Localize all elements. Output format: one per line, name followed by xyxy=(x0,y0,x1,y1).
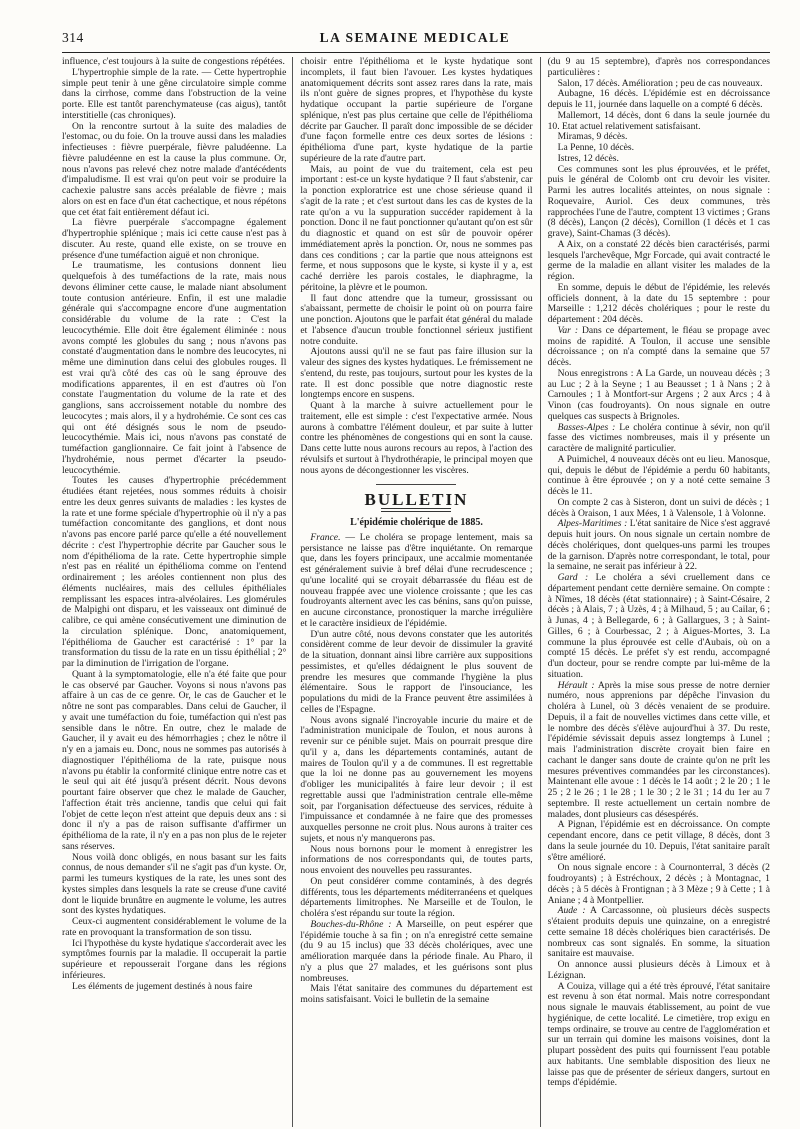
paragraph-text: — Le choléra se propage lentement, mais sa persistance ne laisse pas d'être inquiétante. On remarque que, dans les foyers principaux, une accalmie momentanée est généralement suivie à bref délai d'une recrudescence ; qu'une localité qui se croyait débarrassée du fléau est de nouveau frappée avec une violence croissante ; que les cas foudroyants alternent avec les cas bénins, sans qu'on puisse, en aucune circonstance, pronostiquer la marche irrégulière et le caractère insidieux de l'épidémie. xyxy=(300,531,533,629)
paragraph-text: Les éléments de jugement destinés à nous faire xyxy=(72,980,253,992)
paragraph xyxy=(62,917,286,939)
paragraph-text: choisir entre l'épithélioma et le kyste hydatique sont incomplets, il faut bien l'avouer. Les kystes hydatiques anatomiquement décrits sont assez rares dans la rate, mais ils n'ont guère de signes propres, et l'hypothèse du kyste hydatique occupant la partie supérieure de l'organe splénique, n'est pas plus certaine que celle de l'épithélioma décrite par Gaucher. Il paraît donc impossible de se décider d'une façon formelle entre ces deux sortes de lésions : épithélioma d'une part, kyste hydatique de la partie supérieure de la rate d'autre part. xyxy=(300,57,533,164)
paragraph-text: Ces communes sont les plus éprouvées, et le préfet, puis le général de Colomb ont cru devoir les visiter. Parmi les autres localités atteintes, on nous signale : Roquevaire, Auriol. Ces deux communes, très rapprochées l'une de l'autre, comptent 13 victimes ; Grans (8 décès), Lançon (2 décès), Cornillon (1 décès et 1 cas grave), Saint-Chamas (3 décès). xyxy=(547,163,770,239)
paragraph-text: Nous avons signalé l'incroyable incurie du maire et de l'administration municipale de Toulon, et nous aurons à revenir sur ce pénible sujet. Mais on pourrait presque dire qu'il y a, dans les départements contaminés, autant de maires de Toulon qu'il y a de communes. Il est regrettable que la loi ne donne pas au gouvernement les moyens d'obliger les municipalités à faire leur devoir ; il est regrettable aussi que l'administration centrale elle-même soit, par l'organisation défectueuse des services, réduite à l'impuissance et condamnée à ne faire que des promesses auxquelles personne ne croit plus. Nous aurons à traiter ces sujets, et nous n'y manquerons pas. xyxy=(300,714,533,844)
paragraph xyxy=(62,122,286,219)
article-separator xyxy=(376,484,456,485)
paragraph-text: A Marseille, on peut espérer que l'épidémie touche à sa fin ; on n'a enregistré cette semaine (du 9 au 15 inclus) que 33 décès cholériques, avec une amélioration marquée dans la période finale. Au Pharo, il n'y a plus que 27 malades, et les guérisons sont plus nombreuses. xyxy=(300,918,533,984)
paragraph-text: Quant à la symptomatologie, elle n'a été faite que pour le cas observé par Gaucher. Voyons si nous n'avons pas affaire à un cas de ce genre. Or, le cas de Gaucher et le nôtre ne sont pas comparables. Dans celui de Gaucher, il y avait une tuméfaction du foie, tuméfaction qui n'est pas sensible dans le nôtre. En outre, chez le malade de Gaucher, il y avait eu des hémorrhagies ; chez le nôtre il n'y en a jamais eu. Donc, nous ne sommes pas autorisés à diagnostiquer l'épithélioma de la rate, puisque nous n'avons pu établir la conformité clinique entre notre cas et le seul qui ait été jusqu'à présent décrit. Nous devons pourtant faire observer que chez le malade de Gaucher, l'affection était très ancienne, tandis que celui qui fait l'objet de cette leçon n'est atteint que depuis deux ans : si donc il n'y a pas de raison suffisante d'affirmer un épithélioma de la rate, il n'y en a pas non plus de le rejeter sans réserves. xyxy=(62,668,287,852)
paragraph-text: Nous enregistrons : A La Garde, un nouveau décès ; 3 au Luc ; 2 à la Seyne ; 1 au Beausset ; 1 à Nans ; 2 à Carnoules ; 1 à Montfort-sur Argens ; 2 aux Arcs ; 4 à Vinon (cas foudroyants). On nous signale en outre quelques cas suspects à Brignoles. xyxy=(547,367,770,422)
paragraph xyxy=(300,165,532,294)
paragraph-lead: Var : xyxy=(557,324,579,336)
paragraph xyxy=(300,920,532,985)
journal-title: LA SEMAINE MEDICALE xyxy=(319,30,511,45)
paragraph xyxy=(548,57,770,79)
paragraph-text: Miramas, 9 décès. xyxy=(557,131,628,143)
paragraph-text: (du 9 au 15 septembre), d'après nos correspondances particulières : xyxy=(547,57,770,78)
paragraph xyxy=(62,476,286,670)
paragraph xyxy=(548,89,770,111)
column-left xyxy=(62,57,292,1127)
paragraph xyxy=(548,960,770,982)
article-continuation xyxy=(300,57,532,476)
paragraph-text: A Pignan, l'épidémie est en décroissance. On compte cependant encore, dans ce petit village, 8 décès, dont 3 dans la seule journée du 10. Depuis, l'état sanitaire paraît s'être amélioré. xyxy=(547,819,770,863)
paragraph xyxy=(300,716,532,845)
paragraph-lead: Gard : xyxy=(557,572,589,583)
paragraph xyxy=(548,681,770,821)
paragraph xyxy=(548,423,770,455)
paragraph xyxy=(62,982,286,993)
paragraph xyxy=(300,845,532,877)
paragraph-text: Le traumatisme, les contusions donnent lieu quelquefois à des tuméfactions de la rate, mais nous devons éliminer cette cause, le malade niant absolument toute contusion antérieure. Enfin, il est une maladie générale qui s'accompagne encore d'une augmentation considérable du volume de la rate : C'est la leucocythémie. Elle doit être également éliminée : nous avons compté les globules du sang ; nous n'avons pas constaté d'augmentation dans le nombre des leucocytes, ni même une diminution dans celui des globules rouges. Il est vrai qu'à côté des cas où le sang éprouve des modifications apparentes, il en est d'autres où l'on constate l'augmentation du volume de la rate et des ganglions, sans accroissement notable du nombre des leucocytes ; mais alors, il y a hydrohémie. Ce sont ces cas qui ont été désignés sous le nom de pseudo-leucocythémie. Mais ici, nous n'avons pas constaté de tuméfaction ganglionnaire. Ce fait joint à l'absence de l'hydrohémie, nous permet d'écarter la pseudo-leucocythémie. xyxy=(62,260,287,476)
paragraph xyxy=(62,218,286,261)
bulletin-subtitle: L'épidémie cholérique de 1885. xyxy=(350,517,483,528)
paragraph xyxy=(300,347,532,401)
paragraph xyxy=(548,455,770,498)
paragraph-text: Aubagne, 16 décès. L'épidémie est en décroissance depuis le 11, journée dans laquelle on a compté 6 décès. xyxy=(547,88,770,110)
paragraph-text: Ceux-ci augmentent considérablement le volume de la rate en provoquant la transformation de son tissu. xyxy=(62,916,287,938)
paragraph-text: A Carcassonne, où plusieurs décès suspects s'étaient produits depuis une quinzaine, on a enregistré cette semaine 18 décès cholériques bien caractérisés. De nombreux cas sont signalés. En somme, la situation sanitaire est mauvaise. xyxy=(547,905,770,960)
paragraph xyxy=(548,863,770,906)
paragraph xyxy=(548,498,770,520)
paragraph-text: L'état sanitaire de Nice s'est aggravé depuis huit jours. On nous signale un certain nombre de décès cholériques, dont quelques-uns parmi les troupes de la garnison. D'après notre correspondant, le total, pour la semaine, ne serait pas inférieur à 22. xyxy=(547,518,770,573)
paragraph-text: A Puimichel, 4 nouveaux décès ont eu lieu. Manosque, qui, depuis le début de l'épidémie a perdu 60 habitants, continue à être éprouvée ; on y a noté cette semaine 3 décès le 11. xyxy=(547,453,770,497)
paragraph-text: La Penne, 10 décès. xyxy=(557,142,635,153)
paragraph xyxy=(300,401,532,476)
paragraph xyxy=(62,853,286,918)
paragraph xyxy=(548,906,770,960)
paragraph-text: Mallemort, 14 décès, dont 6 dans la seule journée du 10. Etat actuel relativement satisfaisant. xyxy=(547,109,770,132)
paragraph-text: Nous voilà donc obligés, en nous basant sur les faits connus, de nous demander s'il ne s'agit pas d'un kyste. Or, parmi les tumeurs kystiques de la rate, les unes sont des kystes simples dans lesquels la rate se creuse d'une cavité dont le liquide brunâtre en augmente le volume, les autres sont des kystes hydatiques. xyxy=(62,851,287,917)
paragraph-text: Ici l'hypothèse du kyste hydatique s'accorderait avec les symptômes fournis par la maladie. Il occuperait la partie supérieure et repousserait l'organe dans les régions inférieures. xyxy=(62,937,287,981)
paragraph xyxy=(62,261,286,476)
paragraph xyxy=(300,57,532,165)
paragraph-text: Toutes les causes d'hypertrophie précédemment étudiées étant rejetées, nous sommes réduits à choisir entre les deux genres suivants de maladies : les kystes de la rate et une forme spéciale d'hypertrophie où il n'y a pas tuméfaction concomitante des ganglions, et dont nous n'avons pas encore parlé parce qu'elle a été nouvellement décrite : c'est l'hypertrophie décrite par Gaucher sous le nom d'épithélioma de la rate. Cette hypertrophie simple n'est pas en réalité un épithélioma comme on l'entend ordinairement ; les aréoles contiennent non plus des éléments nucléaires, mais des cellules épithéliales remplissant les espaces intra-alvéolaires. Les glomérules de Malpighi ont disparu, et les vaisseaux ont diminué de calibre, ce qui amène consécutivement une diminution de la circulation splénique. Donc, anatomiquement, l'épithélioma de Gaucher est caractérisé : 1° par la transformation du tissu de la rate en un tissu épithélial ; 2° par la diminution de l'irrigation de l'organe. xyxy=(62,475,287,669)
paragraph-text: On annonce aussi plusieurs décès à Limoux et à Lézignan. xyxy=(547,959,770,981)
paragraph-text: Mais, au point de vue du traitement, cela est peu important : est-ce un kyste hydatique ? Il faut s'abstenir, car la ponction exploratrice est une chose sérieuse quand il s'agit de la rate ; et c'est surtout dans les cas de kystes de la rate qu'on a vu la suppuration succéder rapidement à la ponction. Donc il ne faut ponctionner qu'autant qu'on est sûr du diagnostic et quand on est sûr de pouvoir opérer immédiatement après la ponction. Or, nous ne sommes pas dans ces conditions ; car la partie que nous atteignons est ferme, et nous supposons que le kyste, si kyste il y a, est caché derrière les parois costales, le diaphragme, la péritoine, la plèvre et le poumon. xyxy=(300,163,533,293)
paragraph-text: La fièvre puerpérale s'accompagne également d'hypertrophie splénique ; mais ici cette cause n'est pas à discuter. Au reste, quand elle existe, on se trouve en présence d'une tuméfaction aiguë et non chronique. xyxy=(62,217,287,261)
bulletin-body xyxy=(300,533,532,1006)
paragraph-text: Il faut donc attendre que la tumeur, grossissant ou s'abaissant, permette de choisir le point où on pourra faire une ponction. Ajoutons que le parfait état général du malade et l'absence d'aucun trouble fonctionnel sérieux justifient notre conduite. xyxy=(300,292,533,347)
paragraph xyxy=(548,820,770,863)
paragraph-lead: Basses-Alpes : xyxy=(557,421,616,433)
column-right xyxy=(541,57,770,1127)
paragraph-text: Après la mise sous presse de notre dernier numéro, nous apprenions par dépêche l'invasion du choléra à Lunel, où 3 décès venaient de se produire. Depuis, il a fait de nouvelles victimes dans cette ville, et le nombre des décès s'élève aujourd'hui à 37. Du reste, l'épidémie sévissait depuis assez longtemps à Lunel ; mais l'administration discrète croyait bien faire en cachant le danger sans doute de crainte qu'on ne prît les mesures préventives commandées par les circonstances). Maintenant elle avoue : 1 décès le 14 août ; 2 le 20 ; 1 le 25 ; 2 le 26 ; 1 le 28 ; 1 le 30 ; 2 le 31 ; 14 du 1er au 7 septembre. Il reste actuellement un certain nombre de malades, dont plusieurs cas désespérés. xyxy=(547,679,770,820)
paragraph-text: Istres, 12 décès. xyxy=(557,152,619,164)
page-number: 314 xyxy=(62,30,84,45)
paragraph-text: En somme, depuis le début de l'épidémie, les relevés officiels donnent, à la date du 15 septembre : pour Marseille : 1,212 décès cholériques ; pour le reste du département : 204 décès. xyxy=(547,281,770,325)
paragraph xyxy=(300,630,532,716)
paragraph-lead: Bouches-du-Rhône : xyxy=(310,918,392,930)
paragraph xyxy=(300,533,532,630)
paragraph xyxy=(62,670,286,853)
paragraph-text: Dans ce département, le fléau se propage avec moins de rapidité. A Toulon, il accuse une sensible décroissance ; on n'a compté dans la semaine que 57 décès. xyxy=(547,324,770,368)
paragraph-text: On la rencontre surtout à la suite des maladies de l'estomac, ou du foie. On la trouve aussi dans les maladies infectieuses : fièvre puerpérale, fièvre paludéenne. La fièvre paludéenne en est la cause la plus commune. Or, nous n'avons pas relevé chez notre malade d'antécédents d'impaludisme. Il est vrai qu'on peut voir se produire la cachexie palustre sans accès préalable de fièvre ; mais alors on est en face d'un état cachectique, et nous répétons que cet état fait entièrement défaut ici. xyxy=(62,120,287,218)
paragraph xyxy=(548,519,770,573)
paragraph xyxy=(548,573,770,681)
paragraph xyxy=(548,369,770,423)
paragraph-text: L'hypertrophie simple de la rate. — Cette hypertrophie simple peut tenir à une gêne circulatoire simple comme dans la cirrhose, comme dans l'obstruction de la veine porte. Elle est tantôt parenchymateuse (cas aigus), tantôt interstitielle (cas chroniques). xyxy=(62,66,287,121)
columns xyxy=(62,57,770,1127)
paragraph-text: A Couiza, village qui a été très éprouvé, l'état sanitaire est revenu à son état normal. Mais notre correspondant nous signale le mauvais établissement, au point de vue hygiénique, de cette localité. Le cimetière, trop exigu en temps ordinaire, se trouve au centre de l'agglomération et sur un terrain qui domine les maisons voisines, dont la plupart possèdent des puits qui fournissent l'eau potable aux habitants. Une semblable disposition des lieux ne laisse pas que de présenter de sérieux dangers, surtout en temps d'épidémie. xyxy=(547,980,770,1089)
paragraph xyxy=(548,982,770,1090)
bulletin-heading: BULLETIN xyxy=(364,490,469,510)
paragraph-text: Quant à la marche à suivre actuellement pour le traitement, elle est simple : c'est l'expectative armée. Nous aurons à combattre l'élément douleur, et par suite à lutter contre les phénomènes de congestions qui en sont la cause. Dans cette lutte nous aurons recours au repos, à l'action des révulsifs et surtout à l'hydrothérapie, le principal moyen que nous ayons de décongestionner les viscères. xyxy=(300,400,533,476)
paragraph-text: Mais l'état sanitaire des communes du département est moins satisfaisant. Voici le bulletin de la semaine xyxy=(300,983,533,1005)
paragraph xyxy=(62,68,286,122)
paragraph-text: Le choléra continue à sévir, non qu'il fasse des victimes nombreuses, mais il y présente un caractère de malignité particulier. xyxy=(547,421,770,454)
paragraph-text: D'un autre côté, nous devons constater que les autorités considèrent comme de leur devoir de dissimuler la gravité de la situation, donnant ainsi libre carrière aux suppositions pessimistes, et qu'elles dédaignent le plus souvent de prendre les mesures que commande l'hygiène la plus élémentaire. Sous le rapport de l'insouciance, les populations du midi de la France peuvent être assimilées à celles de l'Espagne. xyxy=(300,628,533,715)
header-rule xyxy=(62,52,770,53)
paragraph-text: Ajoutons aussi qu'il ne se faut pas faire illusion sur la valeur des signes des kystes hydatiques. Le frémissement ne s'entend, du reste, pas toujours, surtout pour les kystes de la rate. Il est donc possible que notre diagnostic reste longtemps encore en suspens. xyxy=(300,346,533,401)
paragraph-text: A Aix, on a constaté 22 décès bien caractérisés, parmi lesquels l'archevêque, Mgr Forcade, qui avait contracté le germe de la maladie en allant visiter les malades de la région. xyxy=(547,238,770,282)
paragraph xyxy=(300,294,532,348)
paragraph xyxy=(548,165,770,240)
paragraph xyxy=(548,326,770,369)
paragraph xyxy=(548,283,770,326)
paragraph-text: On nous signale encore : à Cournonterral, 3 décès (2 foudroyants) ; à Estréchoux, 2 décès ; à Montagnac, 1 décès ; à 5 décès à Frontignan ; à 3 Mèze ; 9 à Cette ; 1 à Aniane ; 4 à Montpellier. xyxy=(547,862,770,906)
paragraph xyxy=(62,939,286,982)
paragraph-text: On peut considérer comme contaminés, à des degrés différents, tous les départements méditerranéens et quelques départements limitrophes. Ne Marseille et de Toulon, le choléra s'est répandu sur toute la région. xyxy=(300,875,533,919)
paragraph-text: influence, c'est toujours à la suite de congestions répétées. xyxy=(62,57,285,67)
paragraph-text: Nous nous bornons pour le moment à enregistrer les informations de nos correspondants qui, de toutes parts, nous envoient des nouvelles peu rassurantes. xyxy=(300,843,533,876)
paragraph-text: Salon, 17 décès. Amélioration ; peu de cas nouveaux. xyxy=(557,77,763,89)
paragraph-text: Le choléra a sévi cruellement dans ce département pendant cette dernière semaine. On compte : à Nîmes, 18 décès (état stationnaire) ; à Saint-Césaire, 2 décès ; à Alais, 7 ; à Uzès, 4 ; à Milhaud, 5 ; au Cailar, 6 ; à Junas, 4 ; à Bellegarde, 6 ; à Gallargues, 3 ; à Saint-Gilles, 6 ; à Courbessac, 2 ; à Aigues-Mortes, 3. La commune la plus éprouvée est celle d'Aubais, où on a compté 15 décès. Le préfet s'y est rendu, accompagné d'un docteur, pour se rendre compte par lui-même de la situation. xyxy=(547,572,770,680)
paragraph-lead: Aude : xyxy=(557,905,586,917)
page-header xyxy=(62,30,770,48)
paragraph-text: On compte 2 cas à Sisteron, dont un suivi de décès ; 1 décès à Oraison, 1 aux Mées, 1 à Valensole, 1 à Volonne. xyxy=(547,496,770,519)
paragraph xyxy=(548,240,770,283)
paragraph-lead: France. xyxy=(310,531,341,543)
paragraph-lead: Alpes-Maritimes : xyxy=(557,518,628,530)
paragraph xyxy=(548,111,770,133)
paragraph xyxy=(300,877,532,920)
paragraph xyxy=(300,984,532,1006)
column-middle xyxy=(292,57,540,1127)
paragraph-lead: Hérault : xyxy=(557,679,595,691)
